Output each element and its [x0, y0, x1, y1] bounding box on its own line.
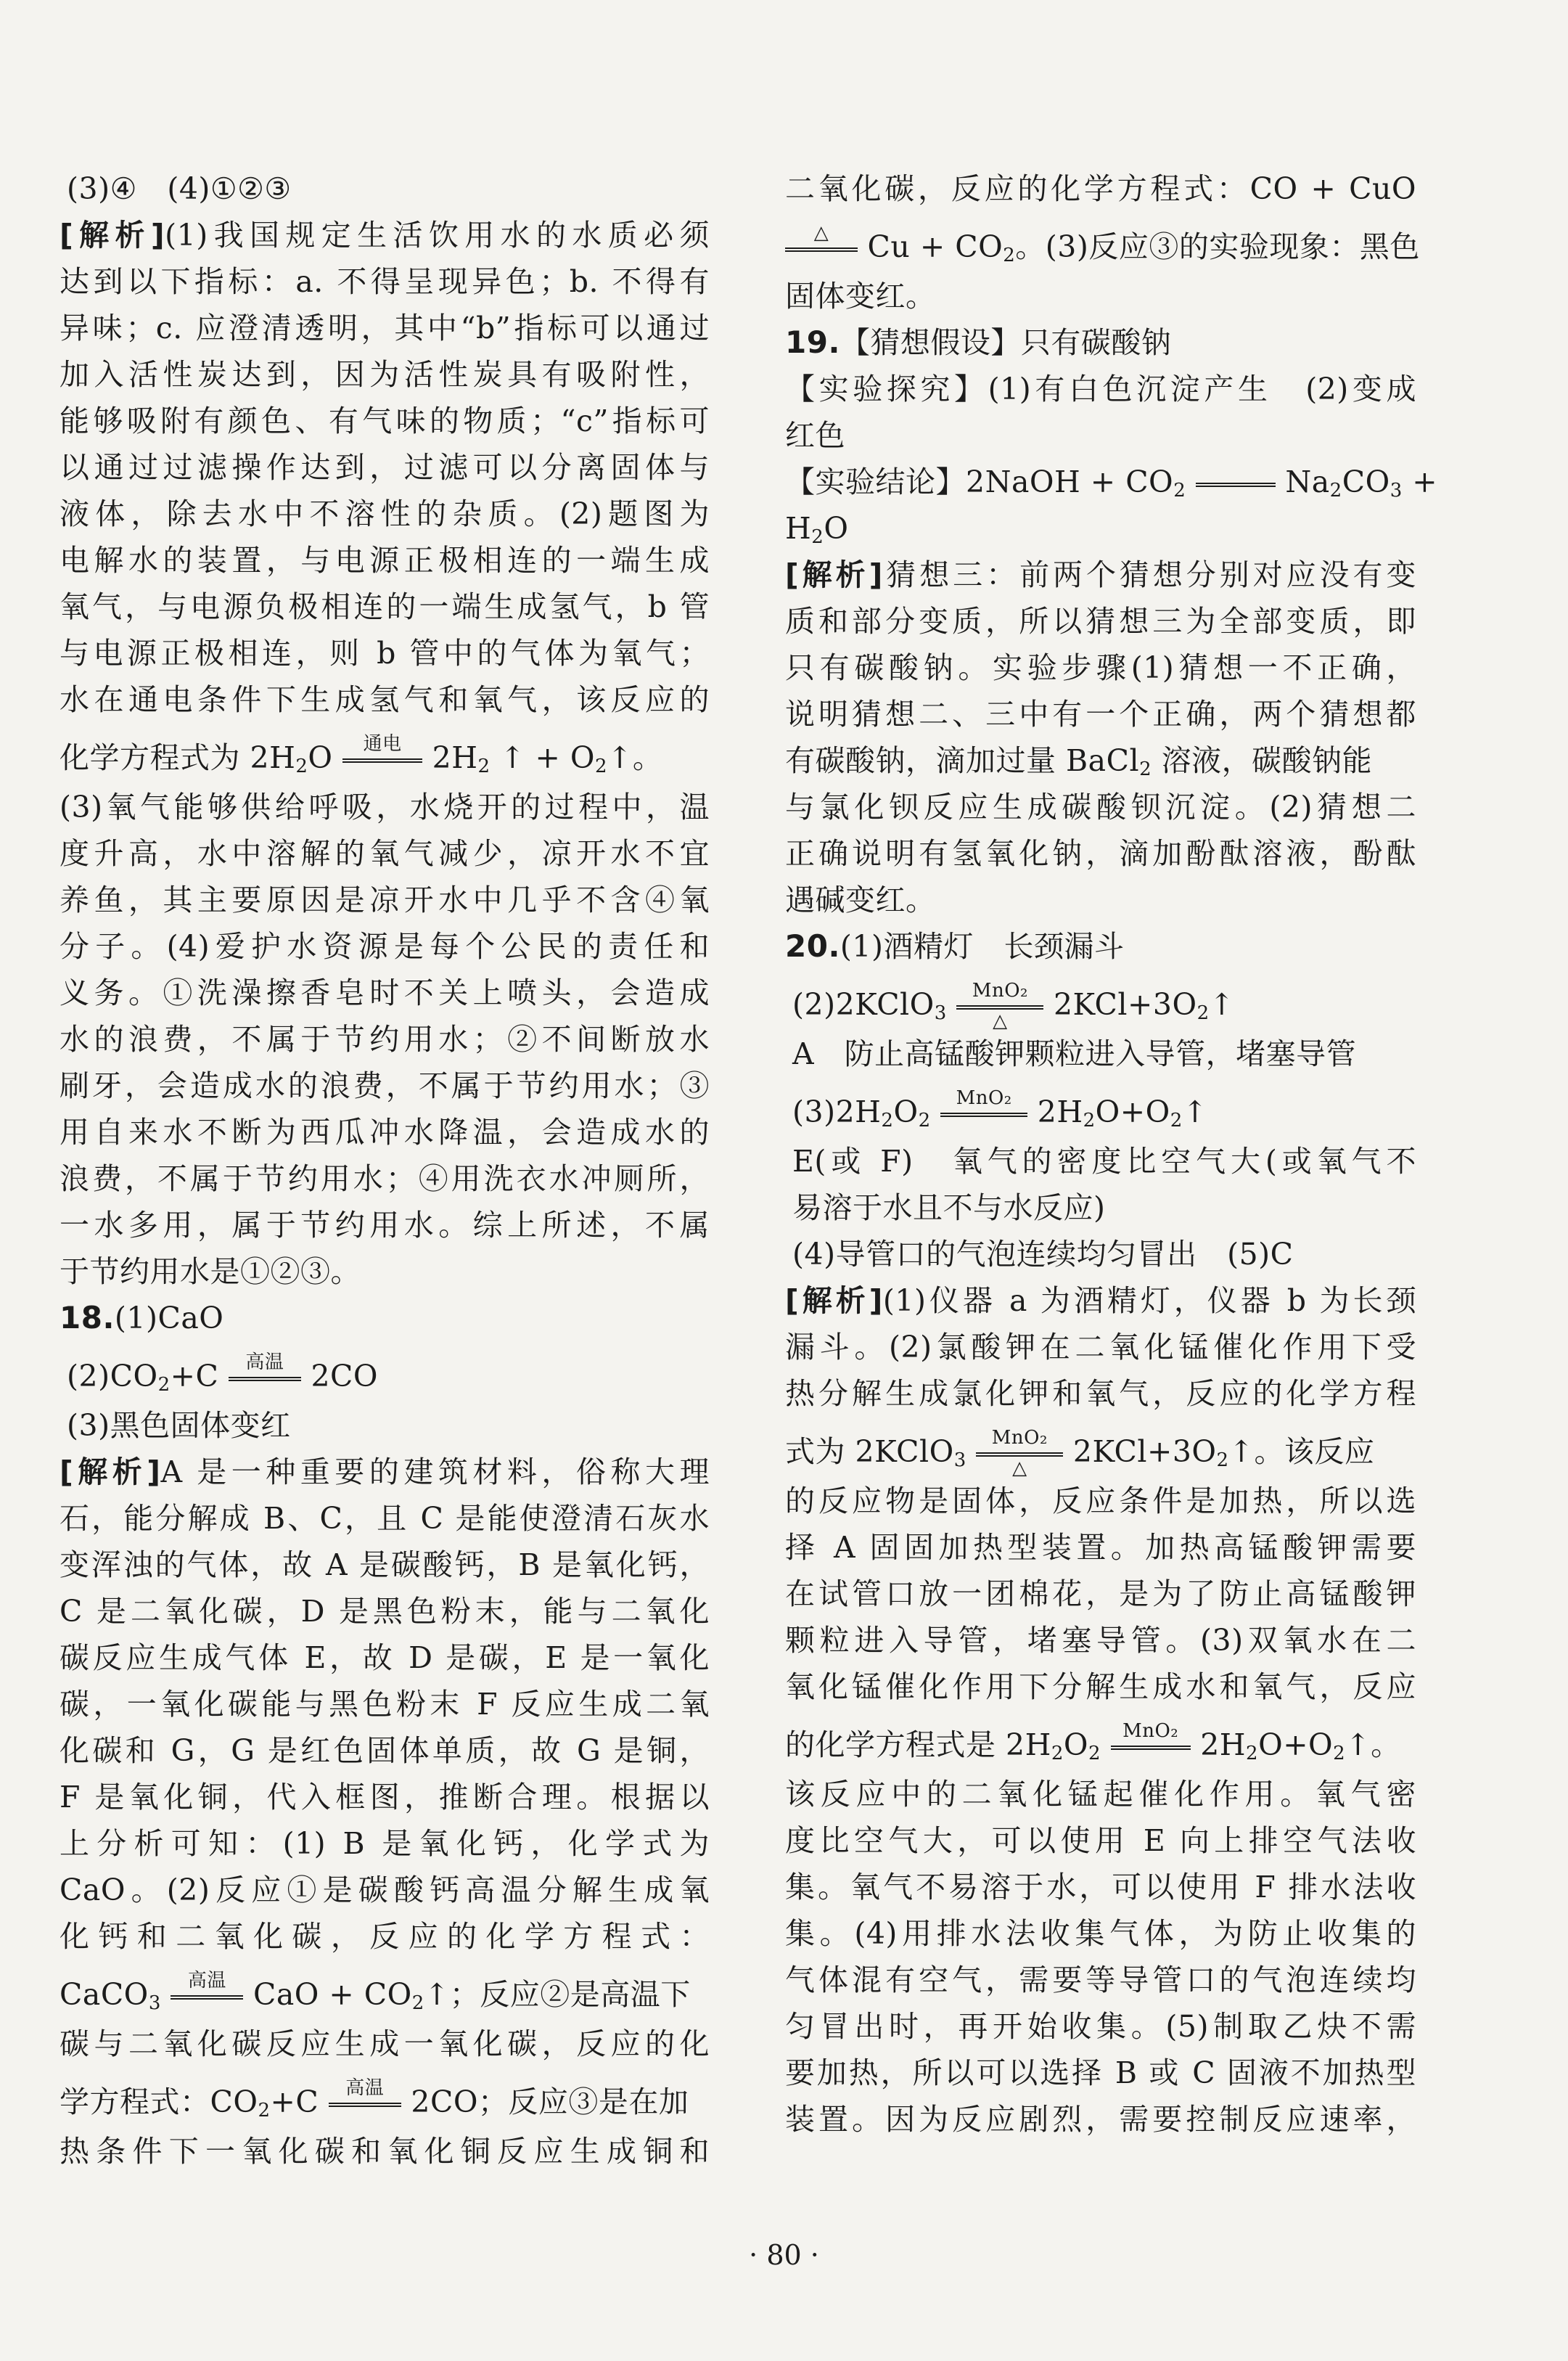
q20-analysis-line: [解析](1)仪器 a 为酒精灯，仪器 b 为长颈 — [785, 1283, 1416, 1318]
text-line: 上分析可知：(1) B 是氧化钙，化学式为 — [59, 1826, 710, 1861]
text-line: 只有碳酸钠。实验步骤(1)猜想一不正确， — [785, 650, 1416, 685]
reaction-arrow — [1196, 462, 1276, 508]
question-number: 18. — [59, 1300, 115, 1335]
q19-answer-2: 【实验探究】(1)有白色沉淀产生 (2)变成 — [785, 372, 1416, 406]
text-line: 度比空气大，可以使用 E 向上排空气法收 — [785, 1823, 1416, 1858]
text-line: 液体，除去水中不溶性的杂质。(2)题图为 — [59, 496, 710, 531]
text-line: 分子。(4)爱护水资源是每个公民的责任和 — [59, 929, 710, 964]
q20-answer-3-cont: E(或 F) 氧气的密度比空气大(或氧气不 — [792, 1144, 1416, 1179]
reaction-condition-arrow: 高温 — [171, 1974, 243, 2021]
q19-answer-3: 【实验结论】2NaOH + $CO_2$ $Na_2CO_3$ + — [785, 459, 1416, 505]
text-line: 浪费，不属于节约用水；④用洗衣水冲厕所， — [59, 1161, 710, 1196]
left-column — [59, 165, 710, 2174]
reaction-condition-arrow: MnO₂ △ — [956, 984, 1043, 1031]
page-number: · 80 · — [749, 2239, 819, 2271]
equation-line-co-cuo: △ $Cu + CO_2$。(3)反应③的实验现象：黑色 — [785, 212, 1416, 273]
text-line: 热分解生成氯化钾和氧气，反应的化学方程 — [785, 1376, 1416, 1411]
text-line: 水的浪费，不属于节约用水；②不间断放水 — [59, 1022, 710, 1057]
text-line: 度升高，水中溶解的氧气减少，凉开水不宜 — [59, 836, 710, 871]
text-line: 二氧化碳，反应的化学方程式：CO + CuO — [785, 171, 1416, 206]
q20-answer-1: 20.(1)酒精灯 长颈漏斗 — [785, 928, 1125, 964]
text-line: 碳与二氧化碳反应生成一氧化碳，反应的化 — [59, 2026, 710, 2061]
text-line: 变浑浊的气体，故 A 是碳酸钙，B 是氧化钙， — [59, 1547, 710, 1582]
text-line: 说明猜想二、三中有一个正确，两个猜想都 — [785, 697, 1416, 732]
question-number: 20. — [785, 928, 840, 964]
q20-answer-3: $(3)2H_2O_2$ MnO₂ $2H_2O+O_2↑$ — [785, 1077, 1416, 1138]
text-line: 于节约用水是①②③。 — [59, 1254, 361, 1289]
reaction-condition-arrow: MnO₂ — [1111, 1724, 1191, 1771]
equation-line-kclo3: 式为 2KClO$_3$ MnO₂ △ $2KCl+3O_2↑$。该反应 — [785, 1426, 1375, 1479]
q20-answer-4-5: (4)导管口的气泡连续均匀冒出 (5)C — [792, 1237, 1294, 1272]
analysis-tag: [解析] — [59, 218, 165, 253]
reaction-condition-arrow: △ — [785, 226, 858, 273]
text-line: 的反应物是固体，反应条件是加热，所以选 — [785, 1484, 1416, 1518]
reaction-condition-arrow: MnO₂ — [940, 1092, 1027, 1138]
text-line: 电解水的装置，与电源正极相连的一端生成 — [59, 543, 710, 578]
text-line: (3)氧气能够供给呼吸，水烧开的过程中，温 — [59, 790, 710, 824]
text-line: 匀冒出时，再开始收集。(5)制取乙炔不需 — [785, 2009, 1416, 2044]
q19-answer-3-cont: $H_2O$ — [785, 511, 849, 548]
text-line: 水在通电条件下生成氢气和氧气，该反应的 — [59, 682, 710, 717]
text-line: F 是氧化铜，代入框图，推断合理。根据以 — [59, 1780, 710, 1814]
q20-answer-2-cont: A 防止高锰酸钾颗粒进入导管，堵塞导管 — [792, 1036, 1357, 1071]
text-line: 氧气，与电源负极相连的一端生成氢气，b 管 — [59, 589, 710, 624]
q19-answer-1: 19.【猜想假设】只有碳酸钠 — [785, 324, 1172, 360]
text-line: 刷牙，会造成水的浪费，不属于节约用水；③ — [59, 1068, 710, 1103]
text-line: 义务。①洗澡擦香皂时不关上喷头，会造成 — [59, 975, 710, 1010]
reaction-condition-arrow: MnO₂ △ — [976, 1431, 1063, 1478]
text-line: 以通过过滤操作达到，过滤可以分离固体与 — [59, 450, 710, 485]
text-line: 装置。因为反应剧烈，需要控制反应速率， — [785, 2102, 1416, 2137]
text-line: 化碳和 G，G 是红色固体单质，故 G 是铜， — [59, 1733, 710, 1768]
equation-line-electrolysis: 化学方程式为 $2H_2O$ 通电 $2H_2$ ↑ + $O_2↑$。 — [59, 723, 710, 784]
text-line: 碳，一氧化碳能与黑色粉末 F 反应生成二氧 — [59, 1687, 710, 1722]
text-line: 正确说明有氢氧化钠，滴加酚酞溶液，酚酞 — [785, 836, 1416, 871]
text-line: 择 A 固固加热型装置。加热高锰酸钾需要 — [785, 1530, 1416, 1565]
equation-line-caco3: CaCO$_3$ 高温 CaO + $CO_2↑$；反应②是高温下 — [59, 1960, 710, 2021]
text-line: 与电源正极相连，则 b 管中的气体为氧气； — [59, 636, 710, 671]
text-line: 一水多用，属于节约用水。综上所述，不属 — [59, 1208, 710, 1243]
text-line: 有碳酸钠，滴加过量 BaCl$_2$ 溶液，碳酸钠能 — [785, 743, 1373, 780]
text-line: C 是二氧化碳，D 是黑色粉末，能与二氧化 — [59, 1594, 710, 1629]
text-line: 气体混有空气，需要等导管口的气泡连续均 — [785, 1963, 1416, 1997]
text-line: 固体变红。 — [785, 279, 936, 314]
reaction-condition-arrow: 高温 — [229, 1356, 301, 1402]
q18-answer-3: (3)黑色固体变红 — [67, 1408, 291, 1443]
text-line: 集。氧气不易溶于水，可以使用 F 排水法收 — [785, 1870, 1416, 1904]
q18-answer-2: $(2)CO_2+C$ 高温 2CO — [59, 1341, 710, 1402]
text-line: 与氯化钡反应生成碳酸钡沉淀。(2)猜想二 — [785, 790, 1416, 824]
text-line: 加入活性炭达到，因为活性炭具有吸附性， — [59, 357, 710, 392]
text-line: 氧化锰催化作用下分解生成水和氧气，反应 — [785, 1669, 1416, 1704]
text-line: 遇碱变红。 — [785, 883, 936, 917]
text-line: 用自来水不断为西瓜冲水降温，会造成水的 — [59, 1115, 710, 1150]
analysis-tag: [解析] — [785, 1283, 883, 1318]
text-line: 颗粒进入导管，堵塞导管。(3)双氧水在二 — [785, 1623, 1416, 1658]
right-column — [785, 165, 1438, 2143]
text-line: 异味；c. 应澄清透明，其中“b”指标可以通过 — [59, 311, 710, 345]
text-line: 养鱼，其主要原因是凉开水中几乎不含④氧 — [59, 883, 710, 917]
reaction-condition-arrow: 通电 — [342, 737, 422, 784]
text-line: 碳反应生成气体 E，故 D 是碳，E 是一氧化 — [59, 1640, 710, 1675]
q20-answer-2: (2)2KClO$_3$ MnO₂ △ $2KCl+3O_2↑$ — [792, 979, 1235, 1032]
equation-line-co2-c: 学方程式：$CO_2+C$ 高温 2CO；反应③是在加 — [59, 2067, 710, 2128]
analysis-tag: [解析] — [785, 557, 883, 592]
text-line: 达到以下指标：a. 不得呈现异色；b. 不得有 — [59, 264, 710, 299]
text-line: 化钙和二氧化碳，反应的化学方程式： — [59, 1919, 710, 1954]
q19-analysis-line: [解析]猜想三：前两个猜想分别对应没有变 — [785, 557, 1416, 592]
q18-answer-1: 18.(1)CaO — [59, 1300, 224, 1335]
text-line: 要加热，所以可以选择 B 或 C 固液不加热型 — [785, 2055, 1416, 2090]
reaction-condition-arrow: 高温 — [329, 2082, 401, 2128]
text-line: 该反应中的二氧化锰起催化作用。氧气密 — [785, 1777, 1416, 1812]
q17-answers-line: (3)④ (4)①②③ — [67, 171, 292, 206]
q19-answer-2-cont: 红色 — [785, 418, 845, 453]
text-line: 质和部分变质，所以猜想三为全部变质，即 — [785, 604, 1416, 639]
analysis-tag: [解析] — [59, 1454, 161, 1489]
text-line: 集。(4)用排水法收集气体，为防止收集的 — [785, 1916, 1416, 1951]
q20-answer-3-cont: 易溶于水且不与水反应) — [792, 1190, 1106, 1225]
q18-analysis-line: [解析]A 是一种重要的建筑材料，俗称大理 — [59, 1454, 710, 1489]
text-line: CaO。(2)反应①是碳酸钙高温分解生成氧 — [59, 1873, 710, 1907]
text-line: 石，能分解成 B、C，且 C 是能使澄清石灰水 — [59, 1501, 710, 1536]
text-line: 在试管口放一团棉花，是为了防止高锰酸钾 — [785, 1576, 1416, 1611]
equation-line-h2o2: 的化学方程式是 $2H_2O_2$ MnO₂ $2H_2O+O_2↑$。 — [785, 1710, 1416, 1771]
text-line: 能够吸附有颜色、有气味的物质；“c”指标可 — [59, 404, 710, 438]
text-line: 热条件下一氧化碳和氧化铜反应生成铜和 — [59, 2134, 710, 2169]
q17-analysis-line: [解析](1)我国规定生活饮用水的水质必须 — [59, 218, 710, 253]
question-number: 19. — [785, 324, 840, 360]
text-line: 漏斗。(2)氯酸钾在二氧化锰催化作用下受 — [785, 1330, 1416, 1364]
